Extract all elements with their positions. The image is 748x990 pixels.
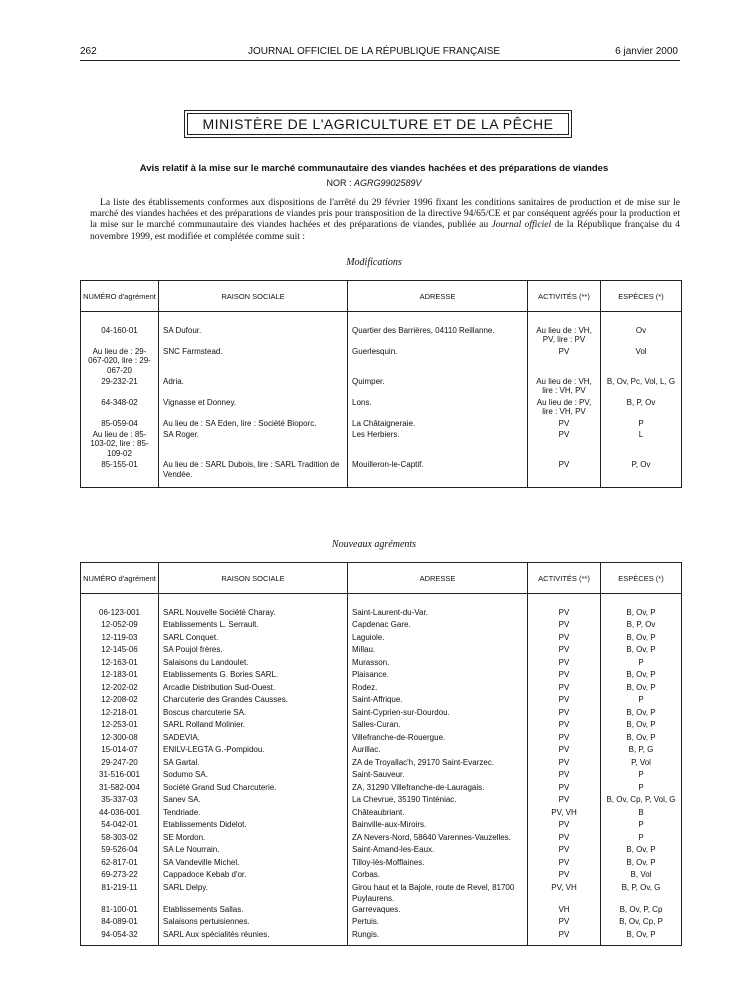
cell-especes: P [601,782,682,795]
cell-numero: 12-253-01 [81,719,159,732]
cell-especes: B, Vol [601,869,682,882]
cell-numero: 12-300-08 [81,732,159,745]
col-especes: ESPÈCES (*) [601,563,682,594]
table-row [81,644,682,657]
cell-adresse: Laguiole. [348,632,528,645]
nor-code: AGRG9902589V [353,178,422,188]
cell-activites: PV [528,794,601,807]
cell-activites: PV [528,657,601,670]
cell-especes: B, Ov, P [601,844,682,857]
cell-raison: SE Mordon. [159,832,348,845]
spacer-row [81,594,682,607]
table-row [81,707,682,720]
cell-especes: B, Ov, P [601,607,682,620]
cell-especes: B, Ov, P [601,644,682,657]
cell-activites: PV [528,430,601,460]
col-raison: RAISON SOCIALE [159,281,348,312]
cell-activites: PV [528,719,601,732]
cell-numero: 81-100-01 [81,904,159,917]
cell-especes: P, Ov [601,460,682,481]
col-especes: ESPÈCES (*) [601,281,682,312]
table-header-row [81,281,682,312]
cell-activites: Au lieu de : VH, PV, lire : PV [528,326,601,347]
cell-activites: PV [528,869,601,882]
cell-activites: PV [528,460,601,481]
table-row [81,882,682,904]
spacer-row [81,481,682,488]
cell-adresse: Girou haut et la Bajole, route de Revel, 81700 Puylaurens. [348,882,528,904]
spacer-row [81,941,682,946]
cell-activites: PV [528,916,601,929]
cell-adresse: Bainville-aux-Miroirs. [348,819,528,832]
nor-reference [0,178,748,188]
cell-activites: Au lieu de : PV, lire : VH, PV [528,398,601,419]
cell-adresse: Châteaubriant. [348,807,528,820]
table-row [81,819,682,832]
table-row [81,460,682,481]
cell-raison: Sodumo SA. [159,769,348,782]
cell-raison: Charcuterie des Grandes Causses. [159,694,348,707]
cell-numero: 35-337-03 [81,794,159,807]
cell-adresse: Lons. [348,398,528,419]
cell-adresse: Mouilleron-le-Captif. [348,460,528,481]
cell-numero: 15-014-07 [81,744,159,757]
cell-especes: B, P, G [601,744,682,757]
table-row [81,430,682,460]
cell-raison: Salaisons du Landoulet. [159,657,348,670]
table-row [81,807,682,820]
table-row [81,869,682,882]
cell-numero: 69-273-22 [81,869,159,882]
cell-numero: 64-348-02 [81,398,159,419]
cell-especes: B, Ov, P [601,719,682,732]
cell-especes: B, P, Ov, G [601,882,682,904]
cell-numero: 85-059-04 [81,419,159,430]
cell-raison: SA Poujol frères. [159,644,348,657]
issue-date: 6 janvier 2000 [615,46,678,57]
cell-especes: B [601,807,682,820]
cell-numero: 31-582-004 [81,782,159,795]
cell-especes: B, Ov, Cp, P [601,916,682,929]
cell-adresse: Saint-Sauveur. [348,769,528,782]
table-row [81,782,682,795]
table-row [81,326,682,347]
col-activites: ACTIVITÉS (**) [528,563,601,594]
cell-numero: 12-183-01 [81,669,159,682]
cell-raison: SADEVIA. [159,732,348,745]
cell-raison: SA Gartal. [159,757,348,770]
cell-especes: P [601,819,682,832]
col-numero: NUMÉRO d'agrément [81,281,159,312]
intro-journal: Journal officiel [491,219,552,231]
cell-raison: SARL Delpy. [159,882,348,904]
cell-numero: 12-145-06 [81,644,159,657]
cell-adresse: Villefranche-de-Rouergue. [348,732,528,745]
cell-especes: P [601,694,682,707]
cell-raison: Etablissements Sallas. [159,904,348,917]
table-row [81,419,682,430]
cell-activites: PV [528,694,601,707]
cell-numero: 81-219-11 [81,882,159,904]
cell-numero: 12-202-02 [81,682,159,695]
cell-activites: VH [528,904,601,917]
cell-numero: 94-054-32 [81,929,159,942]
cell-activites: PV [528,347,601,377]
cell-raison: Vignasse et Donney. [159,398,348,419]
cell-activites: PV [528,929,601,942]
cell-raison: SA Le Nourrain. [159,844,348,857]
table-row [81,607,682,620]
cell-activites: PV [528,819,601,832]
cell-activites: PV, VH [528,882,601,904]
section-title-nouveaux: Nouveaux agréments [331,539,417,550]
cell-raison: SA Dufour. [159,326,348,347]
cell-raison: Au lieu de : SARL Dubois, lire : SARL Tradition de Vendée. [159,460,348,481]
cell-adresse: ZA, 31290 Villefranche-de-Lauragais. [348,782,528,795]
table-header-row [81,563,682,594]
journal-title: JOURNAL OFFICIEL DE LA RÉPUBLIQUE FRANÇAISE [247,46,501,57]
col-adresse: ADRESSE [348,563,528,594]
cell-activites: PV [528,757,601,770]
cell-especes: B, P, Ov [601,619,682,632]
cell-activites: PV [528,669,601,682]
cell-raison: Tendriade. [159,807,348,820]
cell-adresse: La Châtaigneraie. [348,419,528,430]
cell-especes: B, Ov, P [601,929,682,942]
cell-activites: PV [528,782,601,795]
cell-raison: Adria. [159,377,348,398]
cell-raison: Etablissements L. Serrault. [159,619,348,632]
table-row [81,377,682,398]
cell-activites: PV [528,769,601,782]
cell-raison: Etablissements G. Bories SARL. [159,669,348,682]
cell-raison: SA Vandeville Michel. [159,857,348,870]
cell-especes: P [601,419,682,430]
cell-especes: L [601,430,682,460]
table-row [81,732,682,745]
cell-raison: Boscus charcuterie SA. [159,707,348,720]
table-row [81,844,682,857]
cell-raison: Salaisons pertuisiennes. [159,916,348,929]
cell-numero: 58-303-02 [81,832,159,845]
cell-adresse: Garrevaques. [348,904,528,917]
header-rule [80,60,680,61]
cell-activites: PV [528,607,601,620]
cell-especes: P [601,769,682,782]
table-row [81,669,682,682]
notice-title: Avis relatif à la mise sur le marché communautaire des viandes hachées et des préparations de viandes [139,163,609,174]
cell-adresse: Rodez. [348,682,528,695]
cell-raison: Cappadoce Kebab d'or. [159,869,348,882]
table-row [81,632,682,645]
cell-especes: B, Ov, P [601,682,682,695]
cell-adresse: Quimper. [348,377,528,398]
cell-adresse: Saint-Affrique. [348,694,528,707]
col-adresse: ADRESSE [348,281,528,312]
table-row [81,619,682,632]
cell-activites: PV [528,857,601,870]
table-row [81,769,682,782]
intro-paragraph [90,197,680,242]
cell-raison: Au lieu de : SA Eden, lire : Société Bioporc. [159,419,348,430]
cell-adresse: Saint-Amand-les-Eaux. [348,844,528,857]
cell-numero: 12-163-01 [81,657,159,670]
cell-activites: PV, VH [528,807,601,820]
cell-adresse: Les Herbiers. [348,430,528,460]
spacer-row [81,312,682,327]
cell-activites: PV [528,832,601,845]
cell-especes: B, Ov, P [601,632,682,645]
cell-activites: PV [528,732,601,745]
cell-activites: PV [528,632,601,645]
cell-activites: PV [528,619,601,632]
cell-especes: B, Ov, P [601,732,682,745]
nouveaux-table [80,562,682,946]
cell-numero: 12-119-03 [81,632,159,645]
cell-adresse: Saint-Cyprien-sur-Dourdou. [348,707,528,720]
table-row [81,794,682,807]
cell-raison: SNC Farmstead. [159,347,348,377]
cell-especes: B, P, Ov [601,398,682,419]
intro-text-2: de la République française du 4 novembre 1999, est modifiée et complétée comme suit : [90,219,680,242]
table-row [81,682,682,695]
cell-raison: SARL Conquet. [159,632,348,645]
cell-especes: B, Ov, Cp, P, Vol, G [601,794,682,807]
table-row [81,832,682,845]
table-row [81,398,682,419]
section-title-modifications: Modifications [346,257,402,268]
page-number: 262 [80,46,97,57]
col-activites: ACTIVITÉS (**) [528,281,601,312]
table-row [81,694,682,707]
table-row [81,347,682,377]
cell-numero: 04-160-01 [81,326,159,347]
cell-especes: B, Ov, P [601,707,682,720]
cell-adresse: Capdenac Gare. [348,619,528,632]
cell-especes: Vol [601,347,682,377]
cell-adresse: Rungis. [348,929,528,942]
cell-raison: SA Roger. [159,430,348,460]
cell-raison: ENILV-LEGTA G.-Pompidou. [159,744,348,757]
cell-adresse: Murasson. [348,657,528,670]
cell-especes: B, Ov, P [601,857,682,870]
col-numero: NUMÉRO d'agrément [81,563,159,594]
cell-activites: PV [528,844,601,857]
cell-activites: PV [528,707,601,720]
cell-numero: 62-817-01 [81,857,159,870]
cell-numero: Au lieu de : 29-067-020, lire : 29-067-20 [81,347,159,377]
cell-adresse: Pertuis. [348,916,528,929]
cell-especes: B, Ov, Pc, Vol, L, G [601,377,682,398]
cell-adresse: La Chevrue, 35190 Tinténiac. [348,794,528,807]
cell-adresse: Tilloy-lès-Mofflaines. [348,857,528,870]
cell-numero: 85-155-01 [81,460,159,481]
cell-especes: B, Ov, P [601,669,682,682]
cell-numero: 54-042-01 [81,819,159,832]
cell-numero: 44-036-001 [81,807,159,820]
cell-adresse: Aurillac. [348,744,528,757]
cell-activites: PV [528,682,601,695]
cell-especes: B, Ov, P, Cp [601,904,682,917]
cell-numero: 12-218-01 [81,707,159,720]
cell-especes: Ov [601,326,682,347]
cell-raison: SARL Rolland Molinier. [159,719,348,732]
col-raison: RAISON SOCIALE [159,563,348,594]
ministry-title [184,110,572,138]
cell-adresse: Guerlesquin. [348,347,528,377]
cell-raison: Etablissements Didelot. [159,819,348,832]
table-row [81,719,682,732]
cell-numero: 31-516-001 [81,769,159,782]
nor-label: NOR : [326,178,352,188]
table-row [81,904,682,917]
modifications-table [80,280,682,488]
cell-raison: SARL Aux spécialités réunies. [159,929,348,942]
cell-adresse: ZA Nevers-Nord, 58640 Varennes-Vauzelles. [348,832,528,845]
cell-especes: P [601,832,682,845]
cell-raison: Arcadie Distribution Sud-Ouest. [159,682,348,695]
table-row [81,929,682,942]
cell-raison: SARL Nouvelle Société Charay. [159,607,348,620]
cell-adresse: Plaisance. [348,669,528,682]
cell-raison: Société Grand Sud Charcuterie. [159,782,348,795]
table-row [81,657,682,670]
intro-text-1: La liste des établissements conformes aux dispositions de l'arrêté du 29 février 1996 fixant les conditions sanitaires de production et de mise sur le marché des viandes hachées et des préparations de viandes pris pour transposition de la directive 94/65/CE et par conséquent agréés pour la production et la mise sur le marché communautaire des viandes hachées et des préparations de viandes, publiée au [90,197,680,231]
cell-adresse: Millau. [348,644,528,657]
cell-numero: 29-232-21 [81,377,159,398]
table-row [81,744,682,757]
cell-adresse: Saint-Laurent-du-Var. [348,607,528,620]
cell-activites: PV [528,419,601,430]
cell-numero: 12-052-09 [81,619,159,632]
table-row [81,757,682,770]
cell-numero: Au lieu de : 85-103-02, lire : 85-109-02 [81,430,159,460]
cell-numero: 29-247-20 [81,757,159,770]
cell-activites: PV [528,644,601,657]
ministry-title-text: MINISTÈRE DE L'AGRICULTURE ET DE LA PÊCHE [202,116,554,132]
cell-numero: 12-208-02 [81,694,159,707]
cell-adresse: Quartier des Barrières, 04110 Reillanne. [348,326,528,347]
cell-adresse: Corbas. [348,869,528,882]
cell-activites: Au lieu de : VH, lire : VH, PV [528,377,601,398]
cell-numero: 06-123-001 [81,607,159,620]
cell-numero: 59-526-04 [81,844,159,857]
cell-numero: 84-089-01 [81,916,159,929]
cell-especes: P, Vol [601,757,682,770]
cell-adresse: Salles-Curan. [348,719,528,732]
cell-especes: P [601,657,682,670]
table-row [81,916,682,929]
cell-adresse: ZA de Troyallac'h, 29170 Saint-Evarzec. [348,757,528,770]
cell-raison: Sanev SA. [159,794,348,807]
cell-activites: PV [528,744,601,757]
table-row [81,857,682,870]
